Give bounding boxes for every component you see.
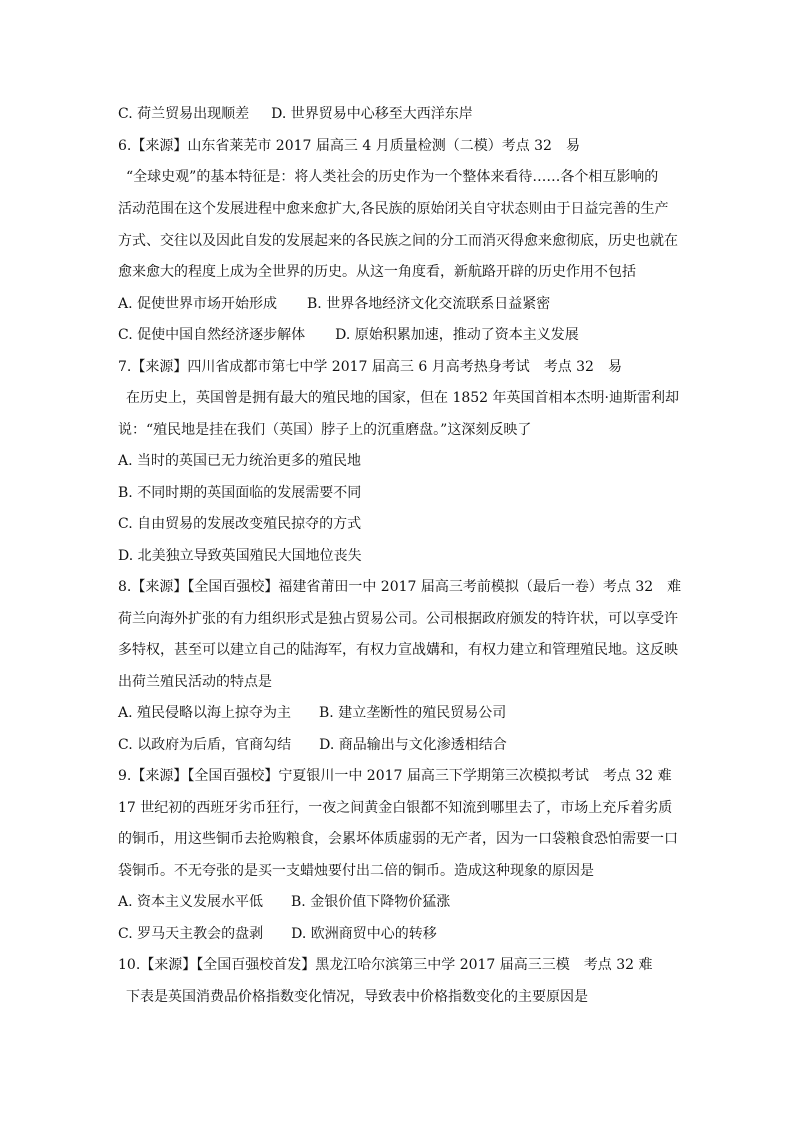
q9-header: 9.【来源】【全国百强校】宁夏银川一中 2017 届高三下学期第三次模拟考试 考点 32 难 [118,768,672,784]
q10-stem-line-1: 下表是英国消费品价格指数变化情况，导致表中价格指数变化的主要原因是 [126,989,588,1005]
q8-option-d: D. 商品输出与文化渗透相结合 [319,737,507,753]
q6-option-d: D. 原始积累加速，推动了资本主义发展 [335,327,579,343]
q6-stem-line-1: “全球史观”的基本特征是：将人类社会的历史作为一个整体来看待……各个相互影响的 [126,169,659,185]
q8-options-ab [118,703,506,723]
q5-options-cd [118,104,473,124]
q9-stem-line-2: 的铜币，用这些铜币去抢购粮食，会累坏体质虚弱的无产者，因为一口袋粮食恐怕需要一口 [118,831,678,847]
q5-option-c: C. 荷兰贸易出现顺差 [118,106,250,122]
q9-stem-line-3: 袋铜币。不无夸张的是买一支蜡烛要付出二倍的铜币。造成这种现象的原因是 [118,863,594,879]
q6-option-a: A. 促使世界市场开始形成 [118,296,278,312]
q9-stem-line-1: 17 世纪初的西班牙劣币狂行，一夜之间黄金白银都不知流到哪里去了，市场上充斥着劣质 [118,800,673,816]
q6-stem-line-2: 活动范围在这个发展进程中愈来愈扩大,各民族的原始闭关自守状态则由于日益完善的生产 [118,201,669,217]
q7-option-a: A. 当时的英国已无力统治更多的殖民地 [118,453,362,469]
q8-option-a: A. 殖民侵略以海上掠夺为主 [118,705,292,721]
q6-option-c: C. 促使中国自然经济逐步解体 [118,327,306,343]
q7-header: 7.【来源】四川省成都市第七中学 2017 届高三 6 月高考热身考试 考点 32 易 [118,359,622,375]
q8-header: 8.【来源】【全国百强校】福建省莆田一中 2017 届高三考前模拟（最后一卷）考点 32 难 [118,579,682,595]
q7-stem-line-1: 在历史上，英国曾是拥有最大的殖民地的国家，但在 1852 年英国首相本杰明·迪斯雷利却 [126,390,679,406]
q8-options-cd [118,735,507,755]
q8-option-c: C. 以政府为后盾，官商勾结 [118,737,292,753]
q9-option-c: C. 罗马天主教会的盘剥 [118,926,264,942]
q8-stem-line-1: 荷兰向海外扩张的有力组织形式是独占贸易公司。公司根据政府颁发的特许状，可以享受许 [118,611,678,627]
q7-stem-line-2: 说：“殖民地是挂在我们（英国）脖子上的沉重磨盘。”这深刻反映了 [118,422,532,438]
q6-stem-line-3: 方式、交往以及因此自发的发展起来的各民族之间的分工而消灭得愈来愈彻底，历史也就在 [118,233,678,249]
q6-header: 6.【来源】山东省莱芜市 2017 届高三 4 月质量检测（二模）考点 32 易 [118,138,580,154]
q6-options-ab [118,294,550,314]
q8-stem-line-3: 出荷兰殖民活动的特点是 [118,674,272,690]
q7-option-c: C. 自由贸易的发展改变殖民掠夺的方式 [118,516,362,532]
q9-option-b: B. 金银价值下降物价猛涨 [291,894,451,910]
q7-option-b: B. 不同时期的英国面临的发展需要不同 [118,485,362,501]
q5-option-d: D. 世界贸易中心移至大西洋东岸 [271,106,473,122]
q9-options-cd [118,924,437,944]
q7-option-d: D. 北美独立导致英国殖民大国地位丧失 [118,548,362,564]
q9-option-d: D. 欧洲商贸中心的转移 [291,926,437,942]
q10-header: 10.【来源】【全国百强校首发】黑龙江哈尔滨第三中学 2017 届高三三模 考点 32 难 [118,957,653,973]
q6-stem-line-4: 愈来愈大的程度上成为全世界的历史。从这一角度看，新航路开辟的历史作用不包括 [118,264,636,280]
q8-stem-line-2: 多特权，甚至可以建立自己的陆海军，有权力宣战媾和，有权力建立和管理殖民地。这反映 [118,642,678,658]
q6-option-b: B. 世界各地经济文化交流联系日益紧密 [307,296,551,312]
q6-options-cd [118,325,579,345]
q9-options-ab [118,892,450,912]
q9-option-a: A. 资本主义发展水平低 [118,894,264,910]
q8-option-b: B. 建立垄断性的殖民贸易公司 [319,705,507,721]
